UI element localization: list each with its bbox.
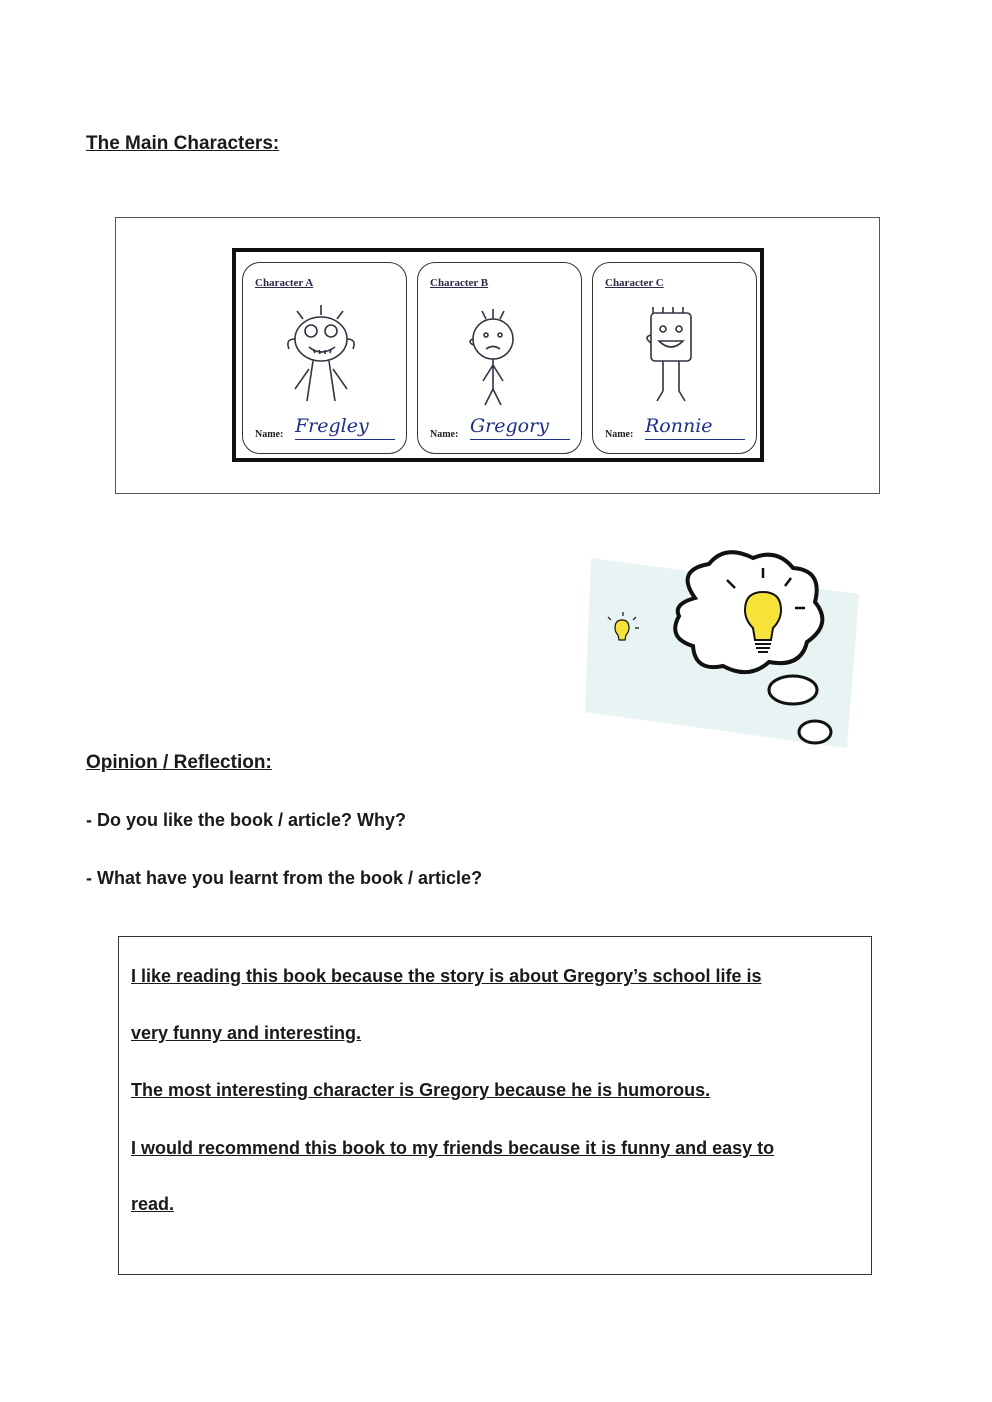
name-label: Name: <box>255 429 284 440</box>
character-title: Character B <box>430 277 489 289</box>
name-label: Name: <box>605 429 634 440</box>
character-name: Ronnie <box>645 413 745 440</box>
character-drawing-icon <box>448 299 548 409</box>
character-card-a <box>242 262 407 454</box>
character-title: Character C <box>605 277 664 289</box>
character-strip <box>232 248 764 462</box>
answer-line-2: very funny and interesting. <box>131 1023 362 1043</box>
answer-line-4: I would recommend this book to my friends because it is funny and easy to <box>131 1138 775 1158</box>
main-characters-heading: The Main Characters: <box>86 133 280 154</box>
name-label: Name: <box>430 429 459 440</box>
character-card-c <box>592 262 757 454</box>
character-card-b <box>417 262 582 454</box>
lightbulb-icon <box>675 552 822 672</box>
answer-line-1: I like reading this book because the story is about Gregory’s school life is <box>131 966 762 986</box>
question-2: - What have you learnt from the book / article? <box>86 868 483 888</box>
answer-line-3: The most interesting character is Gregory because he is humorous. <box>131 1080 711 1100</box>
thought-cloud-icon <box>585 548 865 748</box>
character-name: Fregley <box>295 413 395 440</box>
character-drawing-icon <box>273 299 373 409</box>
question-1: - Do you like the book / article? Why? <box>86 810 407 830</box>
character-drawing-icon <box>623 299 723 409</box>
answer-line-5: read. <box>131 1194 175 1214</box>
character-title: Character A <box>255 277 314 289</box>
character-name: Gregory <box>470 413 570 440</box>
opinion-heading: Opinion / Reflection: <box>86 752 272 773</box>
